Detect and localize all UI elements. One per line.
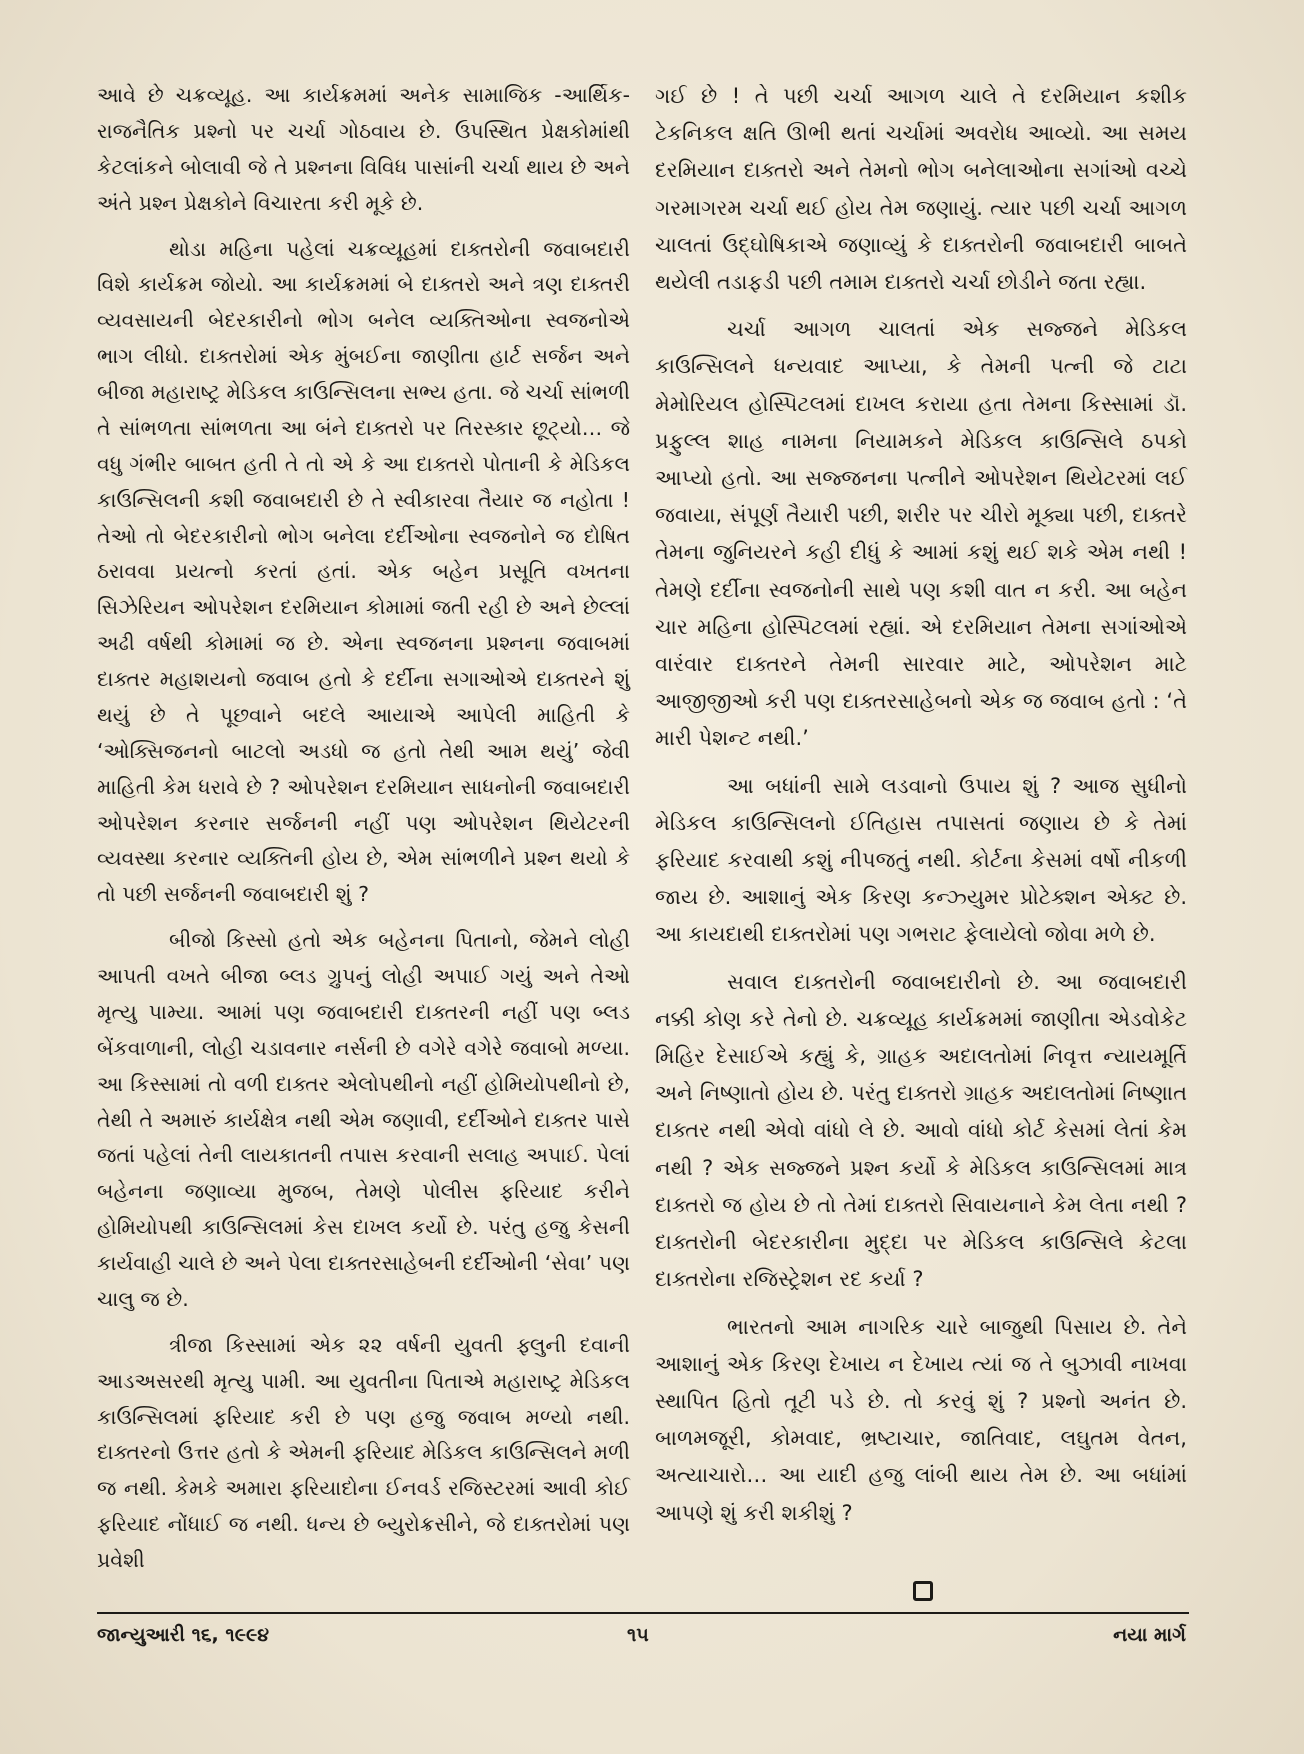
paragraph: સવાલ દાક્તરોની જવાબદારીનો છે. આ જવાબદારી નક્કી કોણ કરે તેનો છે. ચક્રવ્યૂહ કાર્યક્રમમાં જાણીતા એડવોકેટ મિહિર દેસાઈએ કહ્યું કે, ગ્રાહક અદાલતોમાં નિવૃત્ત ન્યાયમૂર્તિ અને નિષ્ણાતો હોય છે. પરંતુ દાક્તરો ગ્રાહક અદાલતોમાં નિષ્ણાત દાક્તર નથી એવો વાંધો લે છે. આવો વાંધો કોર્ટ કેસમાં લેતાં કેમ નથી ? એક સજ્જને પ્રશ્ન કર્યો કે મેડિકલ કાઉન્સિલમાં માત્ર દાક્તરો જ હોય છે તો તેમાં દાક્તરો સિવાયનાને કેમ લેતા નથી ? દાક્તરોની બેદરકારીના મુદ્દા પર મેડિકલ કાઉન્સિલે કેટલા દાક્તરોના રજિસ્ટ્રેશન રદ કર્યા ?	[655, 969, 1187, 1292]
paragraph: આવે છે ચક્રવ્યૂહ. આ કાર્યક્રમમાં અનેક સામાજિક -આર્થિક-રાજનૈતિક પ્રશ્નો પર ચર્ચા ગોઠવાય છે. ઉપસ્થિત પ્રેક્ષકોમાંથી કેટલાંકને બોલાવી જે તે પ્રશ્નના વિવિધ પાસાંની ચર્ચા થાય છે અને અંતે પ્રશ્ન પ્રેક્ષકોને વિચારતા કરી મૂકે છે.	[97, 83, 630, 215]
paragraph: ભારતનો આમ નાગરિક ચારે બાજુથી પિસાય છે. તેને આશાનું એક કિરણ દેખાય ન દેખાય ત્યાં જ તે બુઝાવી નાખવા સ્થાપિત હિતો તૂટી પડે છે. તો કરવું શું ? પ્રશ્નો અનંત છે. બાળમજૂરી, કોમવાદ, ભ્રષ્ટાચાર, જાતિવાદ, લઘુતમ વેતન, અત્યાચારો… આ યાદી હજુ લાંબી થાય તેમ છે. આ બધાંમાં આપણે શું કરી શકીશું ?	[655, 1314, 1187, 1525]
paragraph: ત્રીજા કિસ્સામાં એક ૨૨ વર્ષની યુવતી ફ્લુની દવાની આડઅસરથી મૃત્યુ પામી. આ યુવતીના પિતાએ મહારાષ્ટ્ર મેડિકલ કાઉન્સિલમાં ફરિયાદ કરી છે પણ હજુ જવાબ મળ્યો નથી. દાક્તરનો ઉત્તર હતો કે એમની ફરિયાદ મેડિકલ કાઉન્સિલને મળી જ નથી. કેમકે અમારા ફરિયાદોના ઈનવર્ડ રજિસ્ટરમાં આવી કોઈ ફરિયાદ નોંધાઈ જ નથી. ધન્ય છે બ્યુરોક્રસીને, જે દાક્તરોમાં પણ પ્રવેશી	[97, 1332, 630, 1572]
paragraph: થોડા મહિના પહેલાં ચક્રવ્યૂહમાં દાક્તરોની જવાબદારી વિશે કાર્યક્રમ જોયો. આ કાર્યક્રમમાં બે દાક્તરો અને ત્રણ દાક્તરી વ્યવસાયની બેદરકારીનો ભોગ બનેલ વ્યક્તિઓના સ્વજનોએ ભાગ લીધો. દાક્તરોમાં એક મુંબઈના જાણીતા હાર્ટ સર્જન અને બીજા મહારાષ્ટ્ર મેડિકલ કાઉન્સિલના સભ્ય હતા. જે ચર્ચા સાંભળી તે સાંભળતા સાંભળતા આ બંને દાક્તરો પર તિરસ્કાર છૂટ્યો… જે વધુ ગંભીર બાબત હતી તે તો એ કે આ દાક્તરો પોતાની કે મેડિકલ કાઉન્સિલની કશી જવાબદારી છે તે સ્વીકારવા તૈયાર જ નહોતા ! તેઓ તો બેદરકારીનો ભોગ બનેલા દર્દીઓના સ્વજનોને જ દોષિત ઠરાવવા પ્રયત્નો કરતાં હતાં. એક બહેન પ્રસૂતિ વખતના સિઝેરિયન ઓપરેશન દરમિયાન કોમામાં જતી રહી છે અને છેલ્લાં અઢી વર્ષથી કોમામાં જ છે. એના સ્વજનના પ્રશ્નના જવાબમાં દાક્તર મહાશયનો જવાબ હતો કે દર્દીના સગાઓએ દાક્તરને શું થયું છે તે પૂછવાને બદલે આયાએ આપેલી માહિતી કે ‘ઓક્સિજનનો બાટલો અડધો જ હતો તેથી આમ થયું’ જેવી માહિતી કેમ ધરાવે છે ? ઓપરેશન દરમિયાન સાધનોની જવાબદારી ઓપરેશન કરનાર સર્જનની નહીં પણ ઓપરેશન થિયેટરની વ્યવસ્થા કરનાર વ્યક્તિની હોય છે, એમ સાંભળીને પ્રશ્ન થયો કે તો પછી સર્જનની જવાબદારી શું ?	[97, 236, 630, 907]
paragraph: આ બધાંની સામે લડવાનો ઉપાય શું ? આજ સુધીનો મેડિકલ કાઉન્સિલનો ઈતિહાસ તપાસતાં જણાય છે કે તેમાં ફરિયાદ કરવાથી કશું નીપજતું નથી. કોર્ટના કેસમાં વર્ષો નીકળી જાય છે. આશાનું એક કિરણ કન્ઝ્યુમર પ્રોટેક્શન એક્ટ છે. આ કાયદાથી દાક્તરોમાં પણ ગભરાટ ફેલાયેલો જોવા મળે છે.	[655, 773, 1187, 947]
page-number: ૧૫	[627, 1624, 649, 1646]
paragraph: ગઈ છે ! તે પછી ચર્ચા આગળ ચાલે તે દરમિયાન કશીક ટેકનિકલ ક્ષતિ ઊભી થતાં ચર્ચામાં અવરોધ આવ્યો. આ સમય દરમિયાન દાક્તરો અને તેમનો ભોગ બનેલાઓના સગાંઓ વચ્ચે ગરમાગરમ ચર્ચા થઈ હોય તેમ જણાયું. ત્યાર પછી ચર્ચા આગળ ચાલતાં ઉદ્ઘોષિકાએ જણાવ્યું કે દાક્તરોની જવાબદારી બાબતે થયેલી તડાફડી પછી તમામ દાક્તરો ચર્ચા છોડીને જતા રહ્યા.	[655, 84, 1187, 295]
paragraph: ચર્ચા આગળ ચાલતાં એક સજ્જને મેડિકલ કાઉન્સિલને ધન્યવાદ આપ્યા, કે તેમની પત્ની જે ટાટા મેમોરિયલ હોસ્પિટલમાં દાખલ કરાયા હતા તેમના કિસ્સામાં ડૉ. પ્રફુલ્લ શાહ નામના નિયામકને મેડિકલ કાઉન્સિલે ઠપકો આપ્યો હતો. આ સજ્જનના પત્નીને ઓપરેશન થિયેટરમાં લઈ જવાયા, સંપૂર્ણ તૈયારી પછી, શરીર પર ચીરો મૂક્યા પછી, દાક્તરે તેમના જુનિયરને કહી દીધું કે આમાં કશું થઈ શકે એમ નથી ! તેમણે દર્દીના સ્વજનોની સાથે પણ કશી વાત ન કરી. આ બહેન ચાર મહિના હોસ્પિટલમાં રહ્યાં. એ દરમિયાન તેમના સગાંઓએ વારંવાર દાક્તરને તેમની સારવાર માટે, ઓપરેશન માટે આજીજીઓ કરી પણ દાક્તરસાહેબનો એક જ જવાબ હતો : ‘તે મારી પેશન્ટ નથી.’	[655, 317, 1187, 751]
paragraph: બીજો કિસ્સો હતો એક બહેનના પિતાનો, જેમને લોહી આપતી વખતે બીજા બ્લડ ગ્રુપનું લોહી અપાઈ ગયું અને તેઓ મૃત્યુ પામ્યા. આમાં પણ જવાબદારી દાક્તરની નહીં પણ બ્લડ બેંકવાળાની, લોહી ચડાવનાર નર્સની છે વગેરે વગેરે જવાબો મળ્યા. આ કિસ્સામાં તો વળી દાક્તર એલોપથીનો નહીં હોમિયોપથીનો છે, તેથી તે અમારું કાર્યક્ષેત્ર નથી એમ જણાવી, દર્દીઓને દાક્તર પાસે જતાં પહેલાં તેની લાયકાતની તપાસ કરવાની સલાહ અપાઈ. પેલાં બહેનના જણાવ્યા મુજબ, તેમણે પોલીસ ફરિયાદ કરીને હોમિયોપથી કાઉન્સિલમાં કેસ દાખલ કર્યો છે. પરંતુ હજુ કેસની કાર્યવાહી ચાલે છે અને પેલા દાક્તરસાહેબની દર્દીઓની ‘સેવા’ પણ ચાલુ જ છે.	[97, 928, 630, 1311]
magazine-name: નયા માર્ગ	[1113, 1624, 1186, 1646]
end-of-article-square-icon	[913, 1581, 933, 1601]
footer-date: જાન્યુઆરી ૧૬, ૧૯૯૪	[97, 1624, 269, 1646]
right-column	[655, 78, 1187, 1542]
footer-divider	[97, 1612, 1189, 1614]
left-column	[97, 78, 630, 1589]
